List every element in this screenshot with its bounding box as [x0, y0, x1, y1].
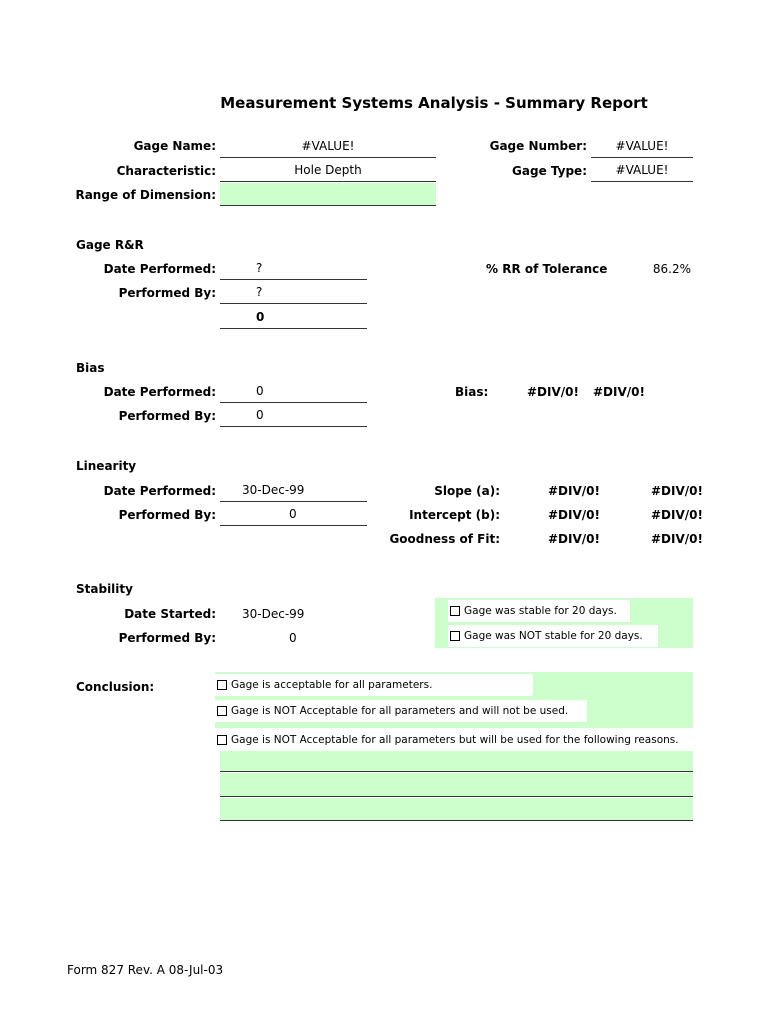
gage-rr-heading: Gage R&R: [76, 238, 144, 252]
bias-by-label: Performed By:: [118, 409, 216, 423]
goodness-of-fit-value-2: #DIV/0!: [651, 532, 703, 546]
gage-number-field[interactable]: #VALUE!: [591, 136, 693, 158]
goodness-of-fit-label: Goodness of Fit:: [389, 532, 500, 546]
used-with-reasons-option-label: Gage is NOT Acceptable for all parameters but will be used for the following reasons.: [231, 734, 679, 746]
bias-value-1: #DIV/0!: [527, 385, 579, 399]
range-of-dimension-label: Range of Dimension:: [75, 188, 216, 202]
report-title: Measurement Systems Analysis - Summary Report: [220, 94, 648, 112]
stable-option-label: Gage was stable for 20 days.: [464, 605, 617, 617]
intercept-value-1: #DIV/0!: [548, 508, 600, 522]
bias-by-field[interactable]: 0: [220, 405, 367, 427]
not-stable-option[interactable]: [448, 625, 658, 647]
stable-option[interactable]: [448, 600, 630, 622]
not-acceptable-option-label: Gage is NOT Acceptable for all parameters and will not be used.: [231, 705, 569, 717]
gage-name-label: Gage Name:: [133, 139, 216, 153]
bias-label: Bias:: [455, 385, 489, 399]
used-with-reasons-checkbox[interactable]: [217, 735, 227, 745]
not-stable-option-label: Gage was NOT stable for 20 days.: [464, 630, 643, 642]
not-acceptable-checkbox[interactable]: [217, 706, 227, 716]
reason-line-2[interactable]: [220, 773, 693, 797]
not-stable-checkbox[interactable]: [450, 631, 460, 641]
rr-of-tolerance-label: % RR of Tolerance: [486, 262, 608, 276]
gage-name-field[interactable]: #VALUE!: [220, 136, 436, 158]
gage-type-label: Gage Type:: [512, 164, 587, 178]
reason-line-1[interactable]: [220, 751, 693, 772]
stability-heading: Stability: [76, 582, 133, 596]
gage-rr-extra-field[interactable]: 0: [220, 307, 367, 329]
stability-date-label: Date Started:: [124, 607, 216, 621]
bias-value-2: #DIV/0!: [593, 385, 645, 399]
slope-value-2: #DIV/0!: [651, 484, 703, 498]
characteristic-field[interactable]: Hole Depth: [220, 160, 436, 182]
stable-checkbox[interactable]: [450, 606, 460, 616]
gage-number-label: Gage Number:: [489, 139, 587, 153]
reason-line-3[interactable]: [220, 798, 693, 821]
used-with-reasons-option[interactable]: [215, 729, 695, 751]
gage-rr-date-field[interactable]: ?: [220, 258, 367, 280]
slope-value-1: #DIV/0!: [548, 484, 600, 498]
linearity-by-field[interactable]: 0: [220, 504, 367, 526]
form-footer: Form 827 Rev. A 08-Jul-03: [67, 963, 224, 977]
stability-by-label: Performed By:: [118, 631, 216, 645]
characteristic-label: Characteristic:: [116, 164, 216, 178]
rr-of-tolerance-value: 86.2%: [652, 262, 691, 276]
linearity-date-label: Date Performed:: [103, 484, 216, 498]
acceptable-option-label: Gage is acceptable for all parameters.: [231, 679, 433, 691]
linearity-by-label: Performed By:: [118, 508, 216, 522]
bias-date-label: Date Performed:: [103, 385, 216, 399]
linearity-heading: Linearity: [76, 459, 137, 473]
slope-label: Slope (a):: [434, 484, 500, 498]
bias-date-field[interactable]: 0: [220, 381, 367, 403]
range-of-dimension-field[interactable]: [220, 183, 436, 206]
acceptable-option[interactable]: [215, 674, 533, 696]
gage-rr-by-label: Performed By:: [118, 286, 216, 300]
gage-rr-by-field[interactable]: ?: [220, 282, 367, 304]
stability-by-value[interactable]: 0: [289, 631, 297, 645]
gage-type-field[interactable]: #VALUE!: [591, 160, 693, 182]
intercept-value-2: #DIV/0!: [651, 508, 703, 522]
stability-date-value[interactable]: 30-Dec-99: [242, 607, 305, 621]
acceptable-checkbox[interactable]: [217, 680, 227, 690]
bias-heading: Bias: [76, 361, 105, 375]
not-acceptable-option[interactable]: [215, 700, 587, 722]
linearity-date-field[interactable]: 30-Dec-99: [220, 480, 367, 502]
goodness-of-fit-value-1: #DIV/0!: [548, 532, 600, 546]
conclusion-label: Conclusion:: [76, 680, 155, 694]
intercept-label: Intercept (b):: [409, 508, 500, 522]
gage-rr-date-label: Date Performed:: [103, 262, 216, 276]
